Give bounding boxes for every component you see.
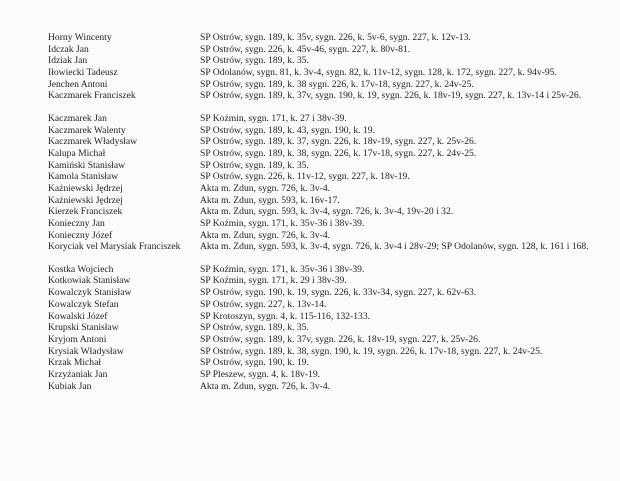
entry-reference: SP Ostrów, sygn. 189, k. 38, sygn. 226, k. 17v-18, sygn. 227, k. 24v-25. — [200, 147, 477, 159]
entry-reference: Akta m. Zdun, sygn. 726, k. 3v-4. — [200, 229, 331, 241]
entry-name: Iłowiecki Tadeusz — [48, 67, 118, 79]
entry-reference: SP Krotoszyn, sygn. 4, k. 115-116, 132-133. — [200, 310, 371, 322]
index-entry — [0, 33, 620, 45]
index-entry — [0, 335, 620, 347]
entry-reference: SP Koźmin, sygn. 171, k. 35v-36 i 38v-39. — [200, 218, 365, 230]
index-entry — [0, 242, 620, 264]
entry-reference: SP Ostrów, sygn. 189, k. 37v, sygn. 190, k. 19, sygn. 226, k. 18v-19, sygn. 227, k. 13v-14 i 25v-26. — [200, 90, 582, 102]
index-entry — [0, 184, 620, 196]
entry-reference: SP Ostrów, sygn. 189, k. 38, sygn. 190, k. 19, sygn. 226, k. 17v-18, sygn. 227, k. 24v-25. — [200, 345, 543, 357]
entry-reference: Akta m. Zdun, sygn. 593, k. 3v-4, sygn. 726, k. 3v-4, 19v-20 i 32. — [200, 206, 454, 218]
index-entry — [0, 68, 620, 80]
entry-name: Kotkowiak Stanisław — [48, 275, 131, 287]
entry-name: Kaczmarek Władysław — [48, 136, 138, 148]
entry-name: Kaczmarek Franciszek — [48, 90, 136, 102]
entry-name: Kaźniewski Jędrzej — [48, 182, 123, 194]
entry-reference: SP Ostrów, sygn. 189, k. 35v, sygn. 226, k. 5v-6, sygn. 227, k. 12v-13. — [200, 32, 471, 43]
entry-reference: Akta m. Zdun, sygn. 593, k. 3v-4, sygn. 726, k. 3v-4 i 28v-29; SP Odolanów, sygn. 128, k. 161 i 168. — [200, 241, 589, 253]
entry-name: Krupski Stanisław — [48, 322, 119, 334]
entry-reference: Akta m. Zdun, sygn. 726, k. 3v-4. — [200, 182, 331, 194]
entry-name: Kryjom Antoni — [48, 333, 107, 345]
entry-name: Konieczny Jan — [48, 218, 105, 230]
entry-reference: SP Koźmin, sygn. 171, k. 27 i 38v-39. — [200, 112, 347, 124]
entry-name: Kowalski Józef — [48, 310, 108, 322]
entry-reference: SP Ostrów, sygn. 189, k. 35. — [200, 159, 309, 171]
entry-reference: SP Ostrów, sygn. 189, k. 38 sygn. 226, k. 17v-18, sygn. 227, k. 24v-25. — [200, 78, 474, 90]
entry-reference: SP Ostrów, sygn. 189, k. 35. — [200, 55, 309, 67]
entry-name: Kamiński Stanisław — [48, 159, 126, 171]
entry-reference: Akta m. Zdun, sygn. 726, k. 3v-4. — [200, 380, 331, 392]
index-list — [0, 33, 620, 393]
entry-name: Horny Wincenty — [48, 32, 112, 43]
index-entry — [0, 149, 620, 161]
index-entry — [0, 91, 620, 113]
entry-reference: SP Koźmin, sygn. 171, k. 35v-36 i 38v-39. — [200, 263, 365, 275]
entry-reference: SP Ostrów, sygn. 189, k. 37v, sygn. 226, k. 18v-19, sygn. 227, k. 25v-26. — [200, 333, 481, 345]
index-entry — [0, 382, 620, 394]
entry-name: Krysiak Władysław — [48, 345, 124, 357]
entry-name: Kaczmarek Jan — [48, 112, 107, 124]
entry-reference: Akta m. Zdun, sygn. 593, k. 16v-17. — [200, 194, 340, 206]
entry-name: Kostka Wojciech — [48, 263, 114, 275]
entry-name: Jenchen Antoni — [48, 78, 108, 90]
entry-name: Kowalczyk Stefan — [48, 298, 119, 310]
entry-reference: SP Odolanów, sygn. 81, k. 3v-4, sygn. 82, k. 11v-12, sygn. 128, k. 172, sygn. 227, k. 94v-95. — [200, 67, 557, 79]
entry-name: Krzak Michał — [48, 357, 102, 369]
entry-reference: SP Ostrów, sygn. 226, k. 45v-46, sygn. 227, k. 80v-81. — [200, 43, 411, 55]
entry-name: Kalupa Michał — [48, 147, 106, 159]
entry-name: Kierzek Franciszek — [48, 206, 123, 218]
entry-name: Kamola Stanisław — [48, 171, 119, 183]
entry-reference: SP Ostrów, sygn. 190, k. 19, sygn. 226, k. 33v-34, sygn. 227, k. 62v-63. — [200, 287, 477, 299]
entry-name: Idczak Jan — [48, 43, 89, 55]
entry-name: Kaźniewski Jędrzej — [48, 194, 123, 206]
entry-name: Kowalczyk Stanisław — [48, 287, 132, 299]
entry-reference: SP Koźmin, sygn. 171, k. 29 i 38v-39. — [200, 275, 347, 287]
entry-reference: SP Ostrów, sygn. 189, k. 37, sygn. 226, k. 18v-19, sygn. 227, k. 25v-26. — [200, 136, 477, 148]
index-entry — [0, 114, 620, 126]
entry-name: Koryciak vel Marysiak Franciszek — [48, 241, 181, 253]
entry-name: Konieczny Józef — [48, 229, 113, 241]
entry-reference: SP Ostrów, sygn. 189, k. 43, sygn. 190, k. 19. — [200, 124, 375, 136]
index-entry — [0, 300, 620, 312]
entry-reference: SP Ostrów, sygn. 227, k. 13v-14. — [200, 298, 327, 310]
entry-name: Kaczmarek Walenty — [48, 124, 126, 136]
entry-reference: SP Pleszew, sygn. 4, k. 18v-19. — [200, 368, 321, 380]
entry-name: Kubiak Jan — [48, 380, 92, 392]
entry-name: Krzyżaniak Jan — [48, 368, 108, 380]
entry-name: Idziak Jan — [48, 55, 88, 67]
index-entry — [0, 219, 620, 231]
index-entry — [0, 45, 620, 57]
entry-reference: SP Ostrów, sygn. 190, k. 19. — [200, 357, 309, 369]
index-entry — [0, 370, 620, 382]
entry-reference: SP Ostrów, sygn. 226, k. 11v-12, sygn. 227, k. 18v-19. — [200, 171, 410, 183]
entry-reference: SP Ostrów, sygn. 189, k. 35. — [200, 322, 309, 334]
